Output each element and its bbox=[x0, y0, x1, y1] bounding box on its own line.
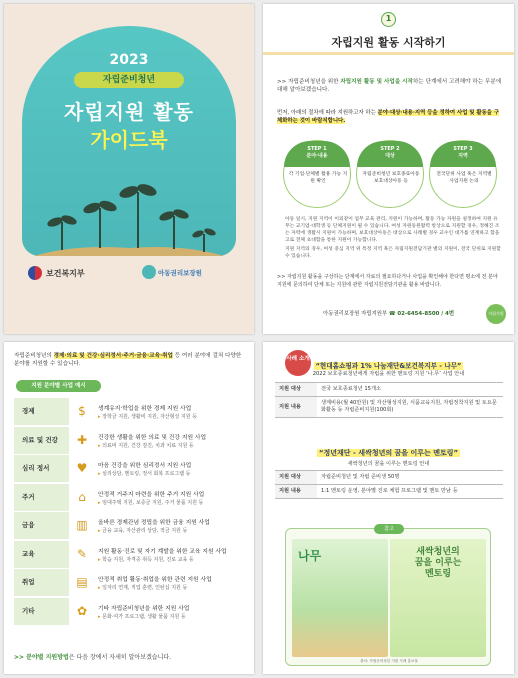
step-paragraph: 먼저, 아래의 절차에 따라 지원하고자 하는 분야·대상·내용·지역 등을 정하여 사업 및 활동을 구체화하는 것이 바람직합니다. bbox=[277, 110, 500, 124]
start-guide-page bbox=[263, 4, 514, 334]
list-item: 주거 ⌂ 안정적 거주지 마련을 위한 주거 지원 사업 ▸ 임대주택 지원, 보증금 지원, 주거 물품 지원 등 bbox=[14, 484, 246, 511]
gift-icon: ✿ bbox=[76, 603, 88, 618]
note-text: 아동 일시, 지원 지역이 이외같이 업무 교육 관리, 지원이 가능하며, 활동 가능 자원을 설정하여 지원 유무는 교기업·대학생 등 단체지원이 될 수 있습니다. 여성 자원동원활력 항상으로 지원할 경우, 정해진 조는 자력에 생활시 지원이 가능하며, 보호대상아동은 대상으로 사례별 경우 교수인 대가를 연계하고 함을 고로 전체 초대합을 통한 지원이 가능합니다. bbox=[285, 217, 500, 243]
poster-image-1 bbox=[292, 539, 388, 657]
section-tag: 지원 분야별 사업 예시 bbox=[16, 380, 101, 392]
step-body: 전국단위 사업 혹은 지역별 사업지원 논의 bbox=[436, 172, 492, 184]
poster1-title: 나무 bbox=[298, 549, 322, 563]
case2-subtitle: 새싹청년의 꿈을 이루는 멘토링 안내 bbox=[347, 461, 430, 467]
step-circle-3 bbox=[429, 140, 497, 208]
heart-icon: ♥ bbox=[76, 461, 88, 475]
list-item: 의료 및 건강 ✚ 건강한 생활을 위한 의료 및 건강 지원 사업 ▸ 의료비 지원, 건강 검진, 치과 치료 지원 등 bbox=[14, 427, 246, 454]
case1-table bbox=[275, 382, 503, 418]
intro-paragraph: 자립준비청년의 경제·의료 및 건강·심리정서·주거·금융·교육·취업 등 여러 분야에 걸쳐 다양한 분야를 지원할 수 있습니다. bbox=[14, 353, 242, 367]
book-icon: ✎ bbox=[76, 546, 88, 561]
medical-icon: ✚ bbox=[76, 432, 88, 447]
table-row: 지원 대상 자립준비청년 및 자립 준비생 50명 bbox=[275, 471, 503, 485]
contact-line: 아동권리보장원 자립지원부 ☎ 02-6454-8500 / 4번 bbox=[323, 311, 455, 317]
page-title: 자립지원 활동 시작하기 bbox=[331, 36, 446, 49]
table-row: 지원 내용 생계비용(월 40만원) 및 자산형성지원, 식품교육지원, 자립정착지원 및 토요문화활동 등 자립준비지원(100회) bbox=[275, 397, 503, 418]
list-item: 금융 ▥ 올바른 경제관념 정립을 위한 금융 지원 사업 ▸ 금융 교육, 자산관리 상담, 적금 지원 등 bbox=[14, 512, 246, 539]
case2-table bbox=[275, 470, 503, 499]
list-item: 경제 $ 생계유지·학업을 위한 경제 지원 사업 ▸ 장학금 지원, 생활비 지원, 자산형성 지원 등 bbox=[14, 398, 246, 425]
case1-subtitle: 2022 보호종료청년에게 자립을 위한 멘토링 지원 ‘나.무’ 사업 안내 bbox=[312, 371, 465, 377]
reference-tag: 참고 bbox=[374, 524, 404, 534]
ncrc-logo-icon bbox=[142, 265, 156, 279]
list-item: 심리 정서 ♥ 마음 건강을 위한 심리정서 지원 사업 ▸ 심리상담, 멘토링, 정서 회복 프로그램 등 bbox=[14, 455, 246, 482]
step-diagram bbox=[277, 132, 502, 194]
sprout-illustration bbox=[34, 174, 224, 256]
table-row: 지원 내용 1:1 멘토링 운영, 분야별 진로 체험 프로그램 및 멘토 만남 등 bbox=[275, 485, 503, 499]
case1-title: “현대홈쇼핑과 1% 나눔재단&보건복지부 - 나무” bbox=[315, 362, 462, 370]
step-circle-2 bbox=[356, 140, 424, 208]
step-circle-1 bbox=[283, 140, 351, 208]
support-areas-page bbox=[4, 342, 254, 674]
table-row: 지원 대상 전국 보호종료청년 15개소 bbox=[275, 383, 503, 397]
intro-paragraph: >> 자립준비청년을 위한 자립지원 활동 및 사업을 시작하는 단계에서 고려해야 하는 무분에 대해 알아보겠습니다. bbox=[277, 79, 502, 93]
house-icon: ⌂ bbox=[78, 489, 86, 504]
note-text-2: 지원 지역의 경우, 여성 중심 지역 위 특정 지역 혹은 자립지원전담기관 별의 지원이, 전국 단위로 지원할 수 있습니다. bbox=[285, 247, 501, 259]
step-body: 자립준비청년 보호종료아동 보호대상아동 등 bbox=[362, 172, 420, 184]
reference-box bbox=[285, 528, 491, 666]
reference-footnote: 출처: 자립준비청년 지원 사례 홍보물 bbox=[360, 659, 418, 663]
cover-banner: 자립준비청년 bbox=[74, 72, 184, 88]
consult-paragraph: >> 자립지원 활동을 구상하는 단계에서 자료의 필요하다거나 사업을 확인해야 한다면 평소에 전 분야 지원에 문의하여 단체 또는 지원에 관한 자립지원전담기관을 활용 바랍니다. bbox=[277, 274, 498, 288]
step-head: STEP 3 지역 bbox=[430, 141, 496, 167]
cover-page bbox=[4, 4, 254, 334]
cover-year: 2023 bbox=[109, 52, 149, 68]
poster-image-2 bbox=[390, 539, 486, 657]
case-study-page bbox=[263, 342, 514, 674]
org-logo-mohw: 보건복지부 bbox=[46, 269, 85, 278]
cover-title: 자립지원 활동 bbox=[64, 100, 194, 124]
org-logo-ncrc: 아동권리보장원 bbox=[158, 269, 202, 277]
cover-subtitle: 가이드북 bbox=[90, 128, 168, 152]
next-page-note: >> 분야별 지원방법은 다음 장에서 자세히 알아보겠습니다. bbox=[14, 654, 172, 661]
section-number-badge: 1 bbox=[381, 12, 396, 27]
list-item: 기타 ✿ 기타 자립준비청년을 위한 지원 사업 ▸ 문화·여가 프로그램, 생활 물품 지원 등 bbox=[14, 598, 246, 625]
step-head: STEP 1 분야·내용 bbox=[284, 141, 350, 167]
case2-title: “정년재단 - 새싹청년의 꿈을 이루는 멘토링” bbox=[318, 449, 459, 457]
poster2-title: 새싹청년의 꿈을 이루는 멘토링 bbox=[414, 547, 462, 579]
step-body: 각 기업·단체별 활용 가능 지원 확인 bbox=[288, 172, 348, 184]
coin-hand-icon: $ bbox=[78, 404, 86, 418]
note-paragraph bbox=[285, 216, 502, 260]
title-underline bbox=[263, 52, 514, 55]
korea-flag-icon bbox=[28, 266, 42, 280]
case-badge: 사례 소개 bbox=[285, 350, 311, 376]
phone-icon: ☎ bbox=[388, 311, 396, 317]
corner-badge: 자립지원 bbox=[486, 304, 506, 324]
list-item: 교육 ✎ 지원 활동·진로 및 자기 계발을 위한 교육 지원 사업 ▸ 학습 지원, 자격증 취득 지원, 진로 교육 등 bbox=[14, 541, 246, 568]
step-head: STEP 2 대상 bbox=[357, 141, 423, 167]
list-item: 취업 ▤ 안정적 취업 활동·취업을 위한 관련 지원 사업 ▸ 일자리 연계, 직업 훈련, 인턴십 지원 등 bbox=[14, 569, 246, 596]
support-area-list bbox=[14, 398, 246, 626]
bank-icon: ▥ bbox=[76, 518, 88, 532]
briefcase-icon: ▤ bbox=[76, 575, 88, 589]
